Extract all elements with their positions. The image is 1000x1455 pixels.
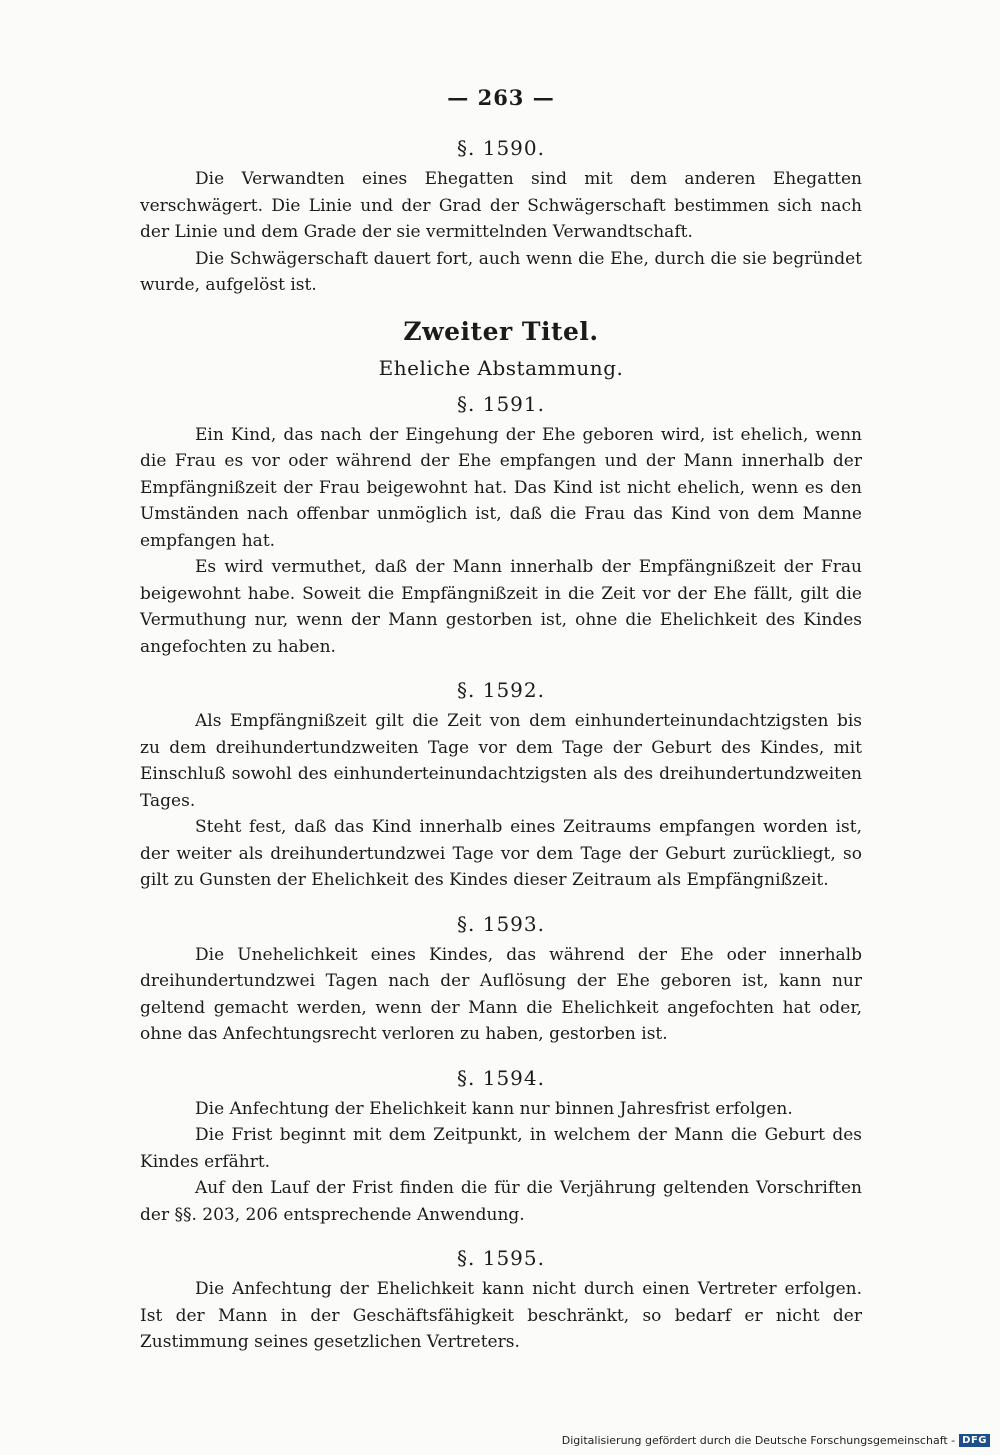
section-1591 [140, 392, 862, 661]
section-1594 [140, 1066, 862, 1229]
section-heading: §. 1592. [457, 678, 545, 702]
paragraph: Die Schwägerschaft dauert fort, auch wenn die Ehe, durch die sie begründet wurde, aufgelöst ist. [140, 248, 862, 295]
paragraph: Es wird vermuthet, daß der Mann innerhalb der Empfängnißzeit der Frau beigewohnt habe. Soweit die Empfängnißzeit in die Zeit vor der Ehe fällt, gilt die Vermuthung nur, wenn der Mann gestorben ist, ohne die Ehelichkeit des Kindes angefochten zu haben. [140, 557, 862, 657]
page-content [140, 85, 862, 1356]
paragraph: Die Frist beginnt mit dem Zeitpunkt, in welchem der Mann die Geburt des Kindes erfährt. [140, 1125, 862, 1172]
section-heading: §. 1590. [457, 136, 545, 160]
paragraph: Die Verwandten eines Ehegatten sind mit dem anderen Ehegatten verschwägert. Die Linie und der Grad der Schwägerschaft bestimmen sich nach der Linie und dem Grade der sie vermittelnden Verwandtschaft. [140, 169, 862, 242]
section-heading: §. 1595. [457, 1246, 545, 1270]
section-1595 [140, 1246, 862, 1356]
section-heading: §. 1594. [457, 1065, 545, 1090]
paragraph: Steht fest, daß das Kind innerhalb eines Zeitraums empfangen worden ist, der weiter als dreihundertundzwei Tage vor dem Tage der Geburt zurückliegt, so gilt zu Gunsten der Ehelichkeit des Kindes dieser Zeitraum als Empfängnißzeit. [140, 817, 862, 890]
chapter-subtitle: Eheliche Abstammung. [378, 355, 624, 380]
paragraph: Die Anfechtung der Ehelichkeit kann nicht durch einen Vertreter erfolgen. Ist der Mann in der Geschäftsfähigkeit beschränkt, so bedarf er nicht der Zustimmung seines gesetzlichen Vertreters. [140, 1279, 862, 1352]
dfg-logo-icon: DFG [959, 1434, 990, 1447]
section-1590 [140, 136, 862, 299]
paragraph: Ein Kind, das nach der Eingehung der Ehe geboren wird, ist ehelich, wenn die Frau es vor oder während der Ehe empfangen und der Mann innerhalb der Empfängnißzeit der Frau beigewohnt hat. Das Kind ist nicht ehelich, wenn es den Umständen nach offenbar unmöglich ist, daß die Frau das Kind von dem Manne empfangen hat. [140, 424, 862, 551]
section-heading: §. 1591. [457, 391, 545, 416]
paragraph: Die Unehelichkeit eines Kindes, das während der Ehe oder innerhalb dreihundertundzwei Tagen nach der Auflösung der Ehe geboren ist, kann nur geltend gemacht werden, wenn der Mann die Ehelichkeit angefochten hat oder, ohne das Anfechtungsrecht verloren zu haben, gestorben ist. [140, 944, 862, 1044]
section-heading: §. 1593. [457, 911, 545, 936]
paragraph: Auf den Lauf der Frist finden die für die Verjährung geltenden Vorschriften der §§. 203, 206 entsprechende Anwendung. [140, 1178, 862, 1225]
paragraph: Die Anfechtung der Ehelichkeit kann nur binnen Jahresfrist erfolgen. [195, 1098, 793, 1119]
section-1592 [140, 678, 862, 894]
paragraph: Als Empfängnißzeit gilt die Zeit von dem einhunderteinundachtzigsten bis zu dem dreihundertundzweiten Tage vor dem Tage der Geburt des Kindes, mit Einschluß sowohl des einhunderteinundachtzigsten als des dreihundertundzweiten Tages. [140, 711, 862, 811]
chapter-title: Zweiter Titel. [403, 316, 599, 346]
section-1593 [140, 912, 862, 1048]
digitization-footer [562, 1434, 990, 1447]
page-number: — 263 — [447, 85, 555, 110]
footer-text: Digitalisierung gefördert durch die Deutsche Forschungsgemeinschaft - [561, 1434, 956, 1447]
